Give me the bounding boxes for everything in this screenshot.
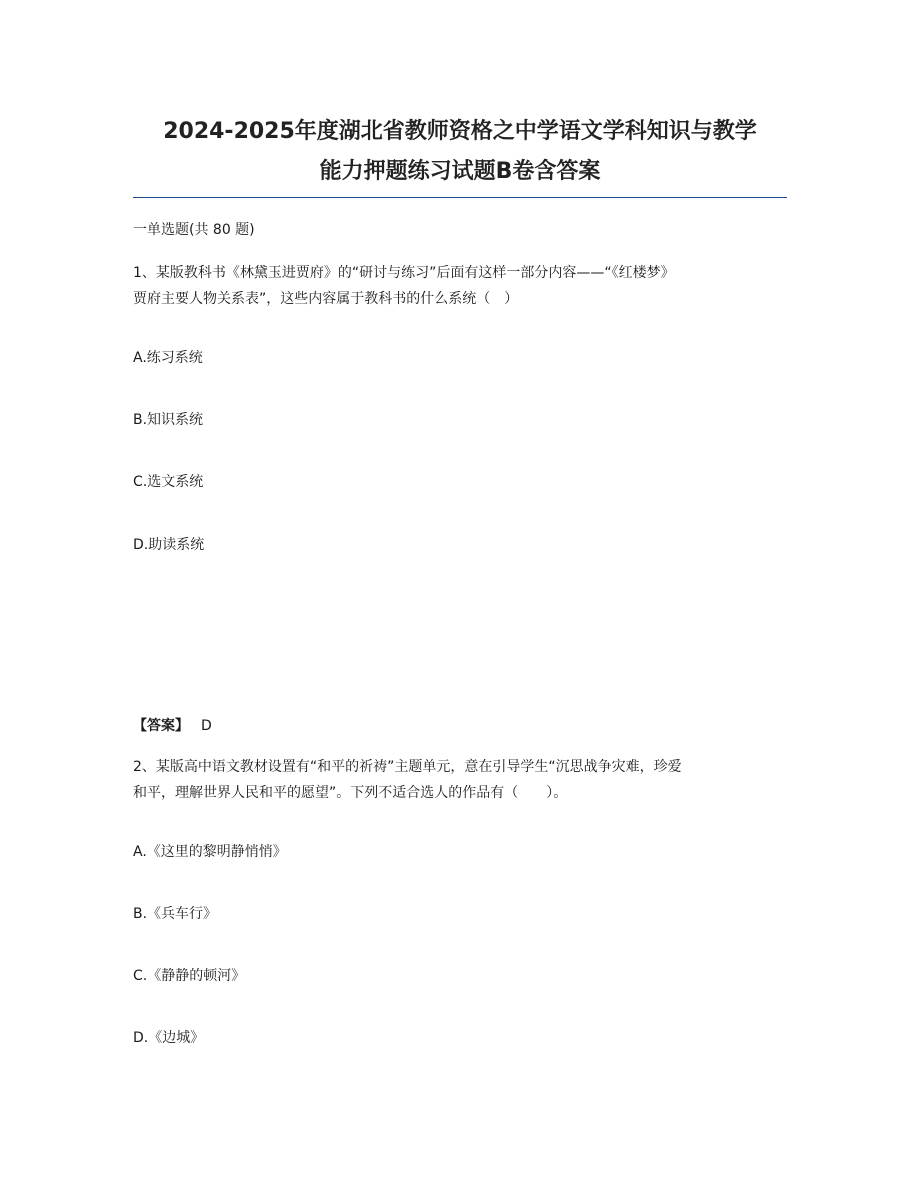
title-divider [133, 197, 787, 198]
question-1-stem-line-1: 1、某版教科书《林黛玉进贾府》的“研讨与练习”后面有这样一部分内容——“《红楼梦》 [133, 265, 675, 281]
document-title [133, 112, 787, 192]
section-heading: 一单选题(共 80 题) [133, 222, 255, 238]
question-1-answer [133, 716, 212, 736]
question-1-option-c: C.选文系统 [133, 474, 204, 490]
question-2-option-c: C.《静静的顿河》 [133, 968, 246, 984]
answer-label: 【答案】 [133, 718, 189, 734]
title-line-1: 2024-2025年度湖北省教师资格之中学语文学科知识与教学 [163, 119, 757, 144]
question-2-stem [133, 754, 787, 806]
question-1-stem-line-2: 贾府主要人物关系表”，这些内容属于教科书的什么系统（ ） [133, 291, 519, 307]
question-1-stem [133, 260, 787, 312]
question-2-option-a: A.《这里的黎明静悄悄》 [133, 844, 287, 860]
question-2-option-d: D.《边城》 [133, 1030, 205, 1046]
title-line-2: 能力押题练习试题B卷含答案 [319, 159, 601, 184]
answer-value: D [201, 718, 212, 734]
question-1-option-d: D.助读系统 [133, 537, 205, 553]
question-2-option-b: B.《兵车行》 [133, 906, 218, 922]
question-2-stem-line-1: 2、某版高中语文教材设置有“和平的祈祷”主题单元，意在引导学生“沉思战争灾难，珍爱 [133, 759, 682, 775]
question-1-option-a: A.练习系统 [133, 350, 203, 366]
question-1-option-b: B.知识系统 [133, 412, 204, 428]
question-2-stem-line-2: 和平，理解世界人民和平的愿望”。下列不适合选人的作品有（ ）。 [133, 785, 568, 801]
